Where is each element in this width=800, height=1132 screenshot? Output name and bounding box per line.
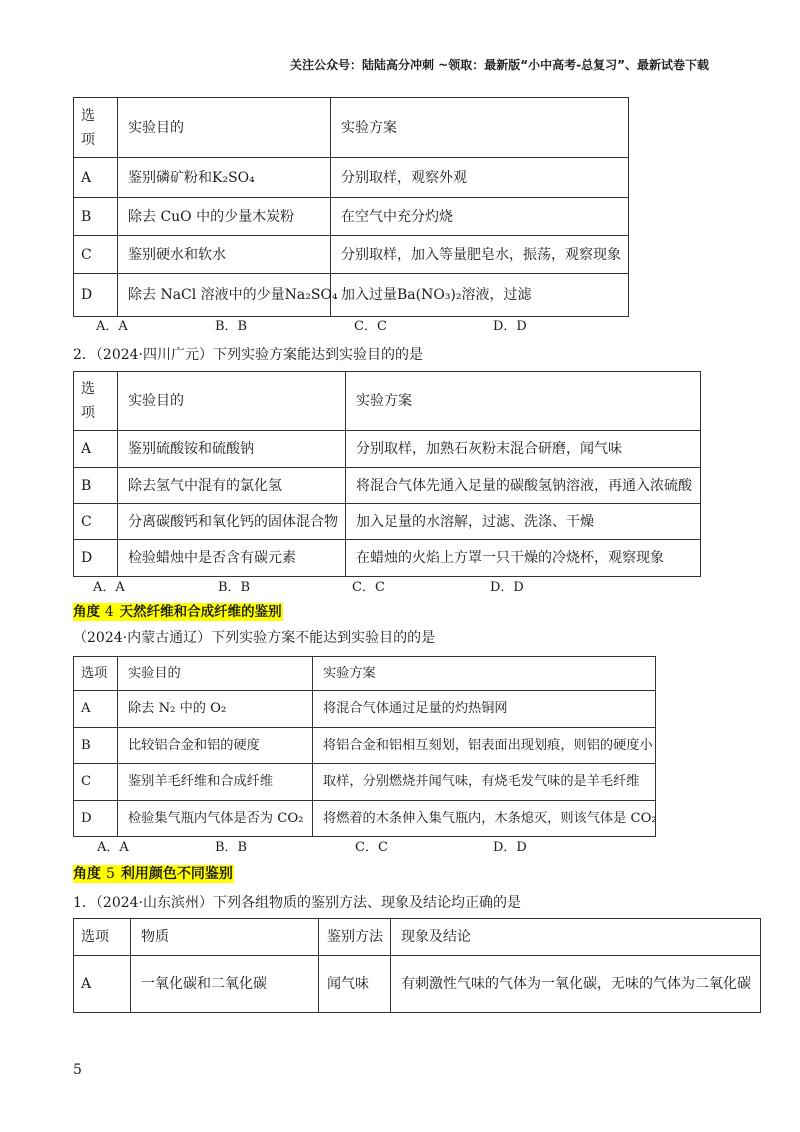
purpose-cell: 鉴别硫酸铵和硫酸钠 [118,431,346,468]
choice-a: A．A [93,580,125,595]
option-cell: A [74,691,118,728]
option-cell: D [74,274,118,317]
question-stem: 2．（2024·四川广元）下列实验方案能达到实验目的的是 [73,347,423,363]
option-cell: A [74,956,131,1013]
option-cell: D [74,801,118,837]
page-number: 5 [73,1062,82,1078]
header-plan-cell: 实验方案 [331,98,629,158]
choice-d: D．D [490,580,524,595]
purpose-cell: 除去 NaCl 溶液中的少量Na₂SO₄ [118,274,331,317]
option-cell: A [74,158,118,198]
plan-cell: 加入足量的水溶解，过滤、洗涤、干燥 [346,504,701,540]
choice-c: C．C [352,580,385,595]
experiment-table-2 [73,371,701,577]
plan-cell: 在空气中充分灼烧 [331,198,629,236]
plan-cell: 将混合气体通过足量的灼热铜网 [313,691,656,728]
purpose-cell: 比较铝合金和铝的硬度 [118,728,313,764]
table-row [74,198,629,236]
header-conclusion-cell: 现象及结论 [391,919,761,956]
table-row [74,236,629,274]
option-cell: D [74,540,118,577]
table-row [74,801,656,837]
choice-c: C．C [354,319,387,334]
header-substance-cell: 物质 [131,919,319,956]
identification-table [73,918,761,1013]
table-row [74,728,656,764]
purpose-cell: 除去 N₂ 中的 O₂ [118,691,313,728]
option-cell: C [74,764,118,801]
purpose-cell: 检验集气瓶内气体是否为 CO₂ [118,801,313,837]
purpose-cell: 检验蜡烛中是否含有碳元素 [118,540,346,577]
purpose-cell: 除去氢气中混有的氯化氢 [118,468,346,504]
plan-cell: 在蜡烛的火焰上方罩一只干燥的冷烧杯，观察现象 [346,540,701,577]
section-heading [73,865,234,883]
purpose-cell: 鉴别磷矿粉和K₂SO₄ [118,158,331,198]
purpose-cell: 分离碳酸钙和氧化钙的固体混合物 [118,504,346,540]
choice-d: D．D [493,840,527,855]
header-plan-cell: 实验方案 [346,372,701,431]
header-option-cell: 选项 [74,372,118,431]
option-cell: C [74,504,118,540]
header-option-cell: 选项 [74,657,118,691]
plan-cell: 取样，分别燃烧并闻气味，有烧毛发气味的是羊毛纤维 [313,764,656,801]
plan-cell: 加入过量Ba(NO₃)₂溶液，过滤 [331,274,629,317]
table-row [74,431,701,468]
choice-a: A．A [97,840,129,855]
conclusion-cell: 有刺激性气味的气体为一氧化碳，无味的气体为二氧化碳 [391,956,761,1013]
header-option-cell: 选项 [74,98,118,158]
header-option-cell: 选项 [74,919,131,956]
method-cell: 闻气味 [319,956,391,1013]
header-purpose-cell: 实验目的 [118,98,331,158]
table-row [74,274,629,317]
choice-a: A．A [96,319,128,334]
choice-c: C．C [355,840,388,855]
table-header-row [74,98,629,158]
section-prefix: 角度 [73,866,101,882]
header-method-cell: 鉴别方法 [319,919,391,956]
experiment-table-1 [73,97,629,317]
header-purpose-cell: 实验目的 [118,657,313,691]
table-row [74,468,701,504]
option-cell: B [74,728,118,764]
purpose-cell: 鉴别硬水和软水 [118,236,331,274]
table-row [74,158,629,198]
table-row [74,504,701,540]
plan-cell: 分别取样，加熟石灰粉末混合研磨，闻气味 [346,431,701,468]
plan-cell: 将燃着的木条伸入集气瓶内，木条熄灭，则该气体是 CO₂ [313,801,656,837]
option-cell: C [74,236,118,274]
table-header-row [74,919,761,956]
section-title: 天然纤维和合成纤维的鉴别 [119,604,282,620]
question-stem: 1．（2024·山东滨州）下列各组物质的鉴别方法、现象及结论均正确的是 [73,895,521,911]
choice-b: B．B [215,319,248,334]
option-cell: B [74,198,118,236]
option-cell: A [74,431,118,468]
table-header-row [74,657,656,691]
plan-cell: 分别取样，观察外观 [331,158,629,198]
experiment-table-3 [73,656,656,837]
header-plan-cell: 实验方案 [313,657,656,691]
choice-b: B．B [218,580,251,595]
header-purpose-cell: 实验目的 [118,372,346,431]
plan-cell: 将铝合金和铝相互刻划，铝表面出现划痕，则铝的硬度小 [313,728,656,764]
table-row [74,691,656,728]
section-number: 5 [106,866,115,882]
table-row [74,956,761,1013]
option-cell: B [74,468,118,504]
purpose-cell: 鉴别羊毛纤维和合成纤维 [118,764,313,801]
choice-d: D．D [493,319,527,334]
substance-cell: 一氧化碳和二氧化碳 [131,956,319,1013]
plan-cell: 将混合气体先通入足量的碳酸氢钠溶液，再通入浓硫酸 [346,468,701,504]
table-row [74,764,656,801]
section-number: 4 [105,604,114,620]
choice-b: B．B [215,840,248,855]
plan-cell: 分别取样，加入等量肥皂水，振荡，观察现象 [331,236,629,274]
purpose-cell: 除去 CuO 中的少量木炭粉 [118,198,331,236]
header-notice: 关注公众号：陆陆高分冲刺 ~领取：最新版“小中高考-总复习”、最新试卷下载 [290,58,709,72]
section-title: 利用颜色不同鉴别 [120,866,233,882]
section-heading [73,603,283,621]
question-stem: （2024·内蒙古通辽）下列实验方案不能达到实验目的的是 [73,630,436,646]
table-row [74,540,701,577]
table-header-row [74,372,701,431]
section-prefix: 角度 [73,604,100,620]
